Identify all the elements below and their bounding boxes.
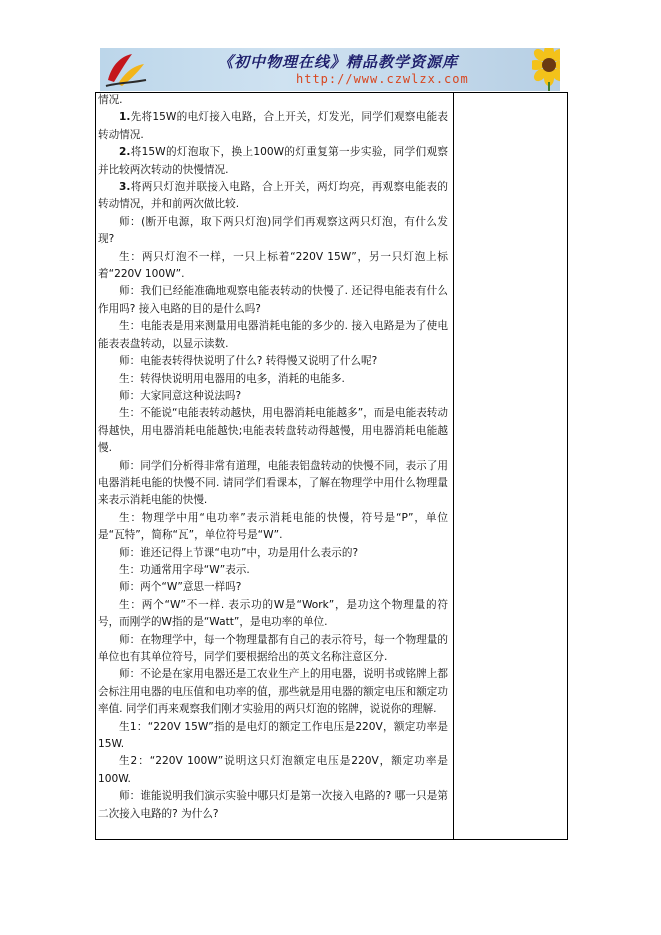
paragraph-text: 师：大家同意这种说法吗? xyxy=(119,389,242,402)
paragraph xyxy=(98,597,448,632)
paragraph xyxy=(98,92,448,109)
banner-url[interactable]: http://www.czwlzx.com xyxy=(296,72,469,86)
paragraph-text: 生：电能表是用来测量用电器消耗电能的多少的. 接入电路是为了使电能表表盘转动，以显示读数. xyxy=(98,320,448,350)
paragraph-text: 生：物理学中用“电功率”表示消耗电能的快慢，符号是“P”，单位是“瓦特”，简称“瓦”，单位符号是“W”. xyxy=(98,511,448,542)
logo-icon xyxy=(102,50,148,88)
paragraph-text: 生：功通常用字母“W”表示. xyxy=(119,563,250,576)
paragraph xyxy=(98,388,448,405)
paragraph-text: 师：同学们分析得非常有道理，电能表铝盘转动的快慢不同，表示了用电器消耗电能的快慢不同. 请同学们看课本，了解在物理学中用什么物理量来表示消耗电能的快慢. xyxy=(98,459,448,507)
paragraph-text: 师：电能表转得快说明了什么? 转得慢又说明了什么呢? xyxy=(119,355,378,368)
paragraph xyxy=(98,283,448,318)
paragraph-text: 生：两只灯泡不一样，一只上标着“220V 15W”，另一只灯泡上标着“220V 100W”. xyxy=(98,250,448,281)
paragraph-text: 师：不论是在家用电器还是工农业生产上的用电器，说明书或铭牌上都会标注用电器的电压值和电功率的值，那些就是用电器的额定电压和额定功率值. 同学们再来观察我们刚才实验用的两只灯泡的铭牌，说说你的理解. xyxy=(98,668,448,716)
banner-title: 《初中物理在线》精品教学资源库 xyxy=(218,53,459,71)
paragraph-text: 生：两个“W”不一样. 表示功的W是“Work”，是功这个物理量的符号，而刚学的W指的是“Watt”，是电功率的单位. xyxy=(98,598,448,629)
paragraph xyxy=(98,249,448,284)
paragraph xyxy=(98,179,448,214)
paragraph-text: 生1：“220V 15W”指的是电灯的额定工作电压是220V，额定功率是15W. xyxy=(98,720,448,751)
paragraph-text: 生：不能说“电能表转动越快，用电器消耗电能越多”，而是电能表转动得越快，用电器消耗电能越快;电能表转盘转动得越慢，用电器消耗电能越慢. xyxy=(98,407,448,455)
paragraph xyxy=(98,545,448,562)
paragraph-text: 师：在物理学中，每一个物理量都有自己的表示符号，每一个物理量的单位也有其单位符号，同学们要根据给出的英文名称注意区分. xyxy=(98,633,448,663)
paragraph xyxy=(98,353,448,370)
paragraph xyxy=(98,632,448,667)
table-column-divider xyxy=(453,92,454,840)
paragraph-text: 师：我们已经能准确地观察电能表转动的快慢了. 还记得电能表有什么作用吗? 接入电路的目的是什么吗? xyxy=(98,285,448,315)
paragraph-text: 情况. xyxy=(98,94,123,106)
step-number: 2. xyxy=(119,146,131,159)
lesson-transcript xyxy=(98,92,448,823)
paragraph xyxy=(98,405,448,457)
paragraph-text: 生2：“220V 100W”说明这只灯泡额定电压是220V，额定功率是100W. xyxy=(98,755,448,785)
paragraph xyxy=(98,666,448,718)
paragraph xyxy=(98,214,448,249)
paragraph-text: 师：谁还记得上节课“电功”中，功是用什么表示的? xyxy=(119,546,359,559)
paragraph-text: 师：谁能说明我们演示实验中哪只灯是第一次接入电路的? 哪一只是第二次接入电路的? 为什么? xyxy=(98,790,448,820)
paragraph xyxy=(98,562,448,579)
paragraph-text: 生：转得快说明用电器用的电多，消耗的电能多. xyxy=(119,372,345,385)
paragraph-text: 将两只灯泡并联接入电路，合上开关，两灯均亮，再观察电能表的转动情况，并和前两次做比较. xyxy=(98,181,448,211)
step-number: 3. xyxy=(119,181,131,194)
paragraph-text: 先将15W的电灯接入电路，合上开关，灯发光，同学们观察电能表转动情况. xyxy=(98,111,448,141)
step-number: 1. xyxy=(119,111,131,124)
header-banner xyxy=(100,48,560,91)
paragraph xyxy=(98,510,448,545)
paragraph xyxy=(98,371,448,388)
paragraph xyxy=(98,318,448,353)
paragraph xyxy=(98,788,448,823)
paragraph-text: 将15W的灯泡取下，换上100W的灯重复第一步实验，同学们观察并比较两次转动的快慢情况. xyxy=(98,146,448,176)
paragraph-text: 师：两个“W”意思一样吗? xyxy=(119,581,242,594)
paragraph-text: 师：(断开电源，取下两只灯泡)同学们再观察这两只灯泡，有什么发现? xyxy=(98,215,448,246)
paragraph xyxy=(98,144,448,179)
paragraph xyxy=(98,109,448,144)
sunflower-icon xyxy=(532,48,560,91)
paragraph xyxy=(98,719,448,754)
paragraph xyxy=(98,753,448,788)
paragraph xyxy=(98,579,448,596)
paragraph xyxy=(98,458,448,510)
